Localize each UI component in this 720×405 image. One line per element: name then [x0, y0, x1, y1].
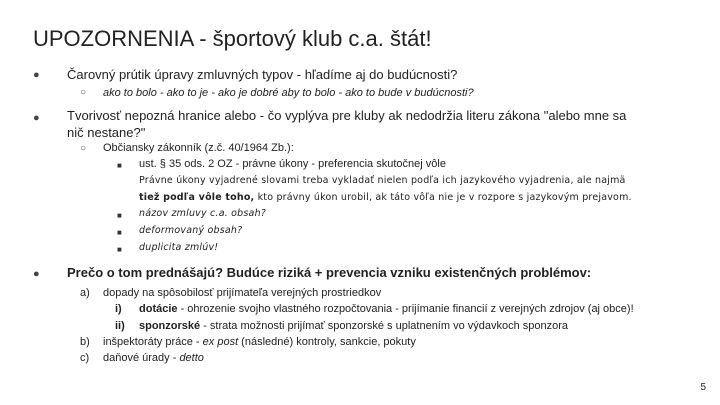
bullet-dot-icon: ●	[33, 112, 40, 124]
grants-label: dotácie	[139, 303, 178, 315]
bullet-2-line-1: Tvorivosť nepozná hranice alebo - čo vyplýva pre kluby ak nedodržia literu zákona "alebo mne sa	[67, 108, 627, 123]
sponsorship-description: - strata možnosti prijímať sponzorské s uplatnením vo výdavkoch sponzora	[200, 320, 569, 332]
square-bullet-icon: ■	[117, 211, 122, 220]
item-b-text-italic: ex post	[202, 336, 239, 348]
square-bullet-icon: ■	[117, 245, 122, 254]
bullet-2-line-2: nič nestane?"	[67, 125, 146, 140]
item-c-text	[103, 352, 204, 364]
item-a-i-text	[139, 303, 634, 315]
grants-description: - ohrozenie svojho vlastného rozpočtovania - prijímanie financií z verejných zdrojov (aj obce)!	[177, 303, 634, 315]
quote-line-2	[139, 192, 632, 203]
duplicate-contracts-item: duplicita zmlúv!	[139, 242, 219, 253]
item-a-marker: a)	[80, 287, 90, 299]
item-b-text-pre: inšpektoráty práce -	[103, 336, 203, 348]
circle-bullet-icon: ○	[80, 143, 87, 154]
bullet-3-text: Prečo o tom prednášajú? Budúce riziká + prevencia vzniku existenčných problémov:	[67, 265, 592, 280]
item-b-text	[103, 336, 416, 348]
page-number: 5	[700, 382, 706, 393]
item-a-i-marker: i)	[115, 303, 122, 315]
quote-bold-part: tiež podľa vôle toho,	[139, 192, 255, 203]
deformed-content-item: deformovaný obsah?	[139, 225, 243, 236]
bullet-dot-icon: ●	[33, 69, 40, 81]
section-35-item: ust. § 35 ods. 2 OZ - právne úkony - preferencia skutočnej vôle	[139, 158, 446, 170]
item-c-text-pre: daňové úrady -	[103, 352, 180, 364]
civil-code-heading: Občiansky zákonník (z.č. 40/1964 Zb.):	[103, 142, 294, 154]
square-bullet-icon: ■	[117, 228, 122, 237]
item-a-text: dopady na spôsobilosť prijímateľa verejných prostriedkov	[103, 287, 382, 299]
bullet-dot-icon: ●	[33, 268, 40, 280]
item-b-marker: b)	[80, 336, 90, 348]
item-c-marker: c)	[80, 352, 90, 364]
sponsorship-label: sponzorské	[139, 320, 201, 332]
item-b-text-post: (následné) kontroly, sankcie, pokuty	[238, 336, 416, 348]
contract-name-item: názov zmluvy c.a. obsah?	[139, 208, 267, 219]
slide-title: UPOZORNENIA - športový klub c.a. štát!	[33, 26, 432, 51]
bullet-1-subtext: ako to bolo - ako to je - ako je dobré aby to bolo - ako to bude v budúcnosti?	[103, 87, 474, 99]
square-bullet-icon: ■	[117, 161, 122, 170]
quote-line-1: Právne úkony vyjadrené slovami treba vykladať nielen podľa ich jazykového vyjadrenia, ale najmä	[139, 175, 626, 186]
quote-rest-part: kto právny úkon urobil, ak táto vôľa nie je v rozpore s jazykovým prejavom.	[254, 192, 632, 203]
item-a-ii-text	[139, 320, 568, 332]
item-c-text-italic: detto	[179, 352, 204, 364]
bullet-1-text: Čarovný prútik úpravy zmluvných typov - hľadíme aj do budúcnosti?	[67, 67, 458, 82]
circle-bullet-icon: ○	[80, 87, 87, 98]
item-a-ii-marker: ii)	[115, 320, 125, 332]
